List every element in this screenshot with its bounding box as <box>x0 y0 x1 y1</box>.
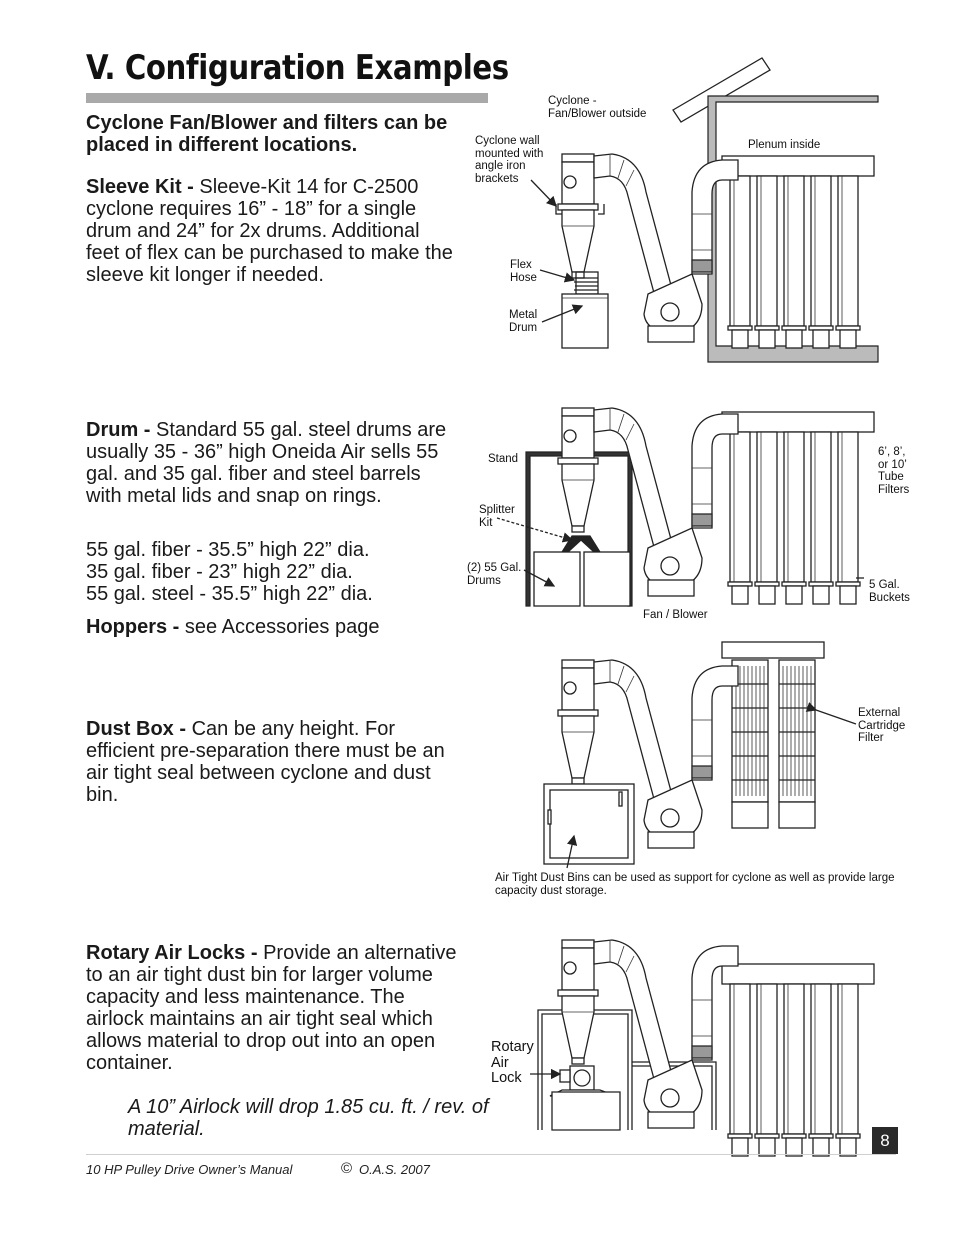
page-number: 8 <box>872 1127 898 1154</box>
label-dust-bins-caption: Air Tight Dust Bins can be used as support for cyclone as well as provide large capacity dust storage. <box>495 872 895 897</box>
label-plenum-inside: Plenum inside <box>748 139 821 151</box>
airlocks-text: Provide an alternative to an air tight dust bin for larger volume capacity and less maintenance. The airlock maintains an air tight seal which allows material to drop out into an open container. <box>86 942 457 1074</box>
drum-heading: Drum - <box>86 419 156 441</box>
dust-box-text: Can be any height. For efficient pre-separation there must be an air tight seal between cyclone and dust bin. <box>86 718 445 806</box>
label-wall-mounted: Cyclone wall mounted with angle iron brackets <box>475 135 544 185</box>
label-cartridge-filter: External Cartridge Filter <box>858 707 906 744</box>
label-fan-blower: Fan / Blower <box>643 609 708 621</box>
dust-box-heading: Dust Box - <box>86 718 192 740</box>
label-metal-drum: Metal Drum <box>509 309 538 334</box>
label-stand: Stand <box>488 453 519 465</box>
hoppers-heading: Hoppers - <box>86 616 185 638</box>
diagram-rotary-airlock <box>530 940 874 1156</box>
sleeve-kit-text: Sleeve-Kit 14 for C-2500 cyclone requires 16” - 18” for a single drum and 24” for 2x drums. Additional feet of flex can be purchased to make the sleeve kit longer if needed. <box>86 176 453 286</box>
label-tube-filters: 6’, 8’, or 10’ Tube Filters <box>878 446 910 496</box>
label-rotary-air-lock: Rotary Air Lock <box>491 1039 534 1086</box>
diagram-stand-split <box>497 408 874 606</box>
label-flex-hose: Flex Hose <box>510 259 537 284</box>
footer-copyright: O.A.S. 2007 <box>359 1162 430 1177</box>
airlock-note: A 10” Airlock will drop 1.85 cu. ft. / rev. of material. <box>128 1096 489 1140</box>
label-cyclone-outside: Cyclone - Fan/Blower outside <box>548 95 647 120</box>
drum-spec-1: 55 gal. fiber - 35.5” high 22” dia. <box>86 539 370 561</box>
hoppers-text: see Accessories page <box>184 616 380 638</box>
intro-text: Cyclone Fan/Blower and filters can be placed in different locations. <box>86 112 448 156</box>
page-title: V. Configuration Examples <box>86 48 509 88</box>
drum-text: Standard 55 gal. steel drums are usually 35 - 36” high Oneida Air sells 55 gal. and 35 gal. fiber and steel barrels with metal lids and snap on rings. <box>86 419 447 507</box>
label-drums: (2) 55 Gal. Drums <box>467 562 522 587</box>
drum-spec-3: 55 gal. steel - 35.5” high 22” dia. <box>86 583 373 605</box>
diagram-dust-box <box>544 642 856 868</box>
footer-divider <box>86 1154 896 1155</box>
footer-manual-title: 10 HP Pulley Drive Owner’s Manual <box>86 1162 293 1177</box>
sleeve-kit-heading: Sleeve Kit - <box>86 176 200 198</box>
copyright-icon: © <box>341 1160 353 1177</box>
airlocks-heading: Rotary Air Locks - <box>86 942 264 964</box>
label-splitter-kit: Splitter Kit <box>479 504 515 529</box>
label-buckets: 5 Gal. Buckets <box>869 579 910 604</box>
drum-spec-2: 35 gal. fiber - 23” high 22” dia. <box>86 561 353 583</box>
